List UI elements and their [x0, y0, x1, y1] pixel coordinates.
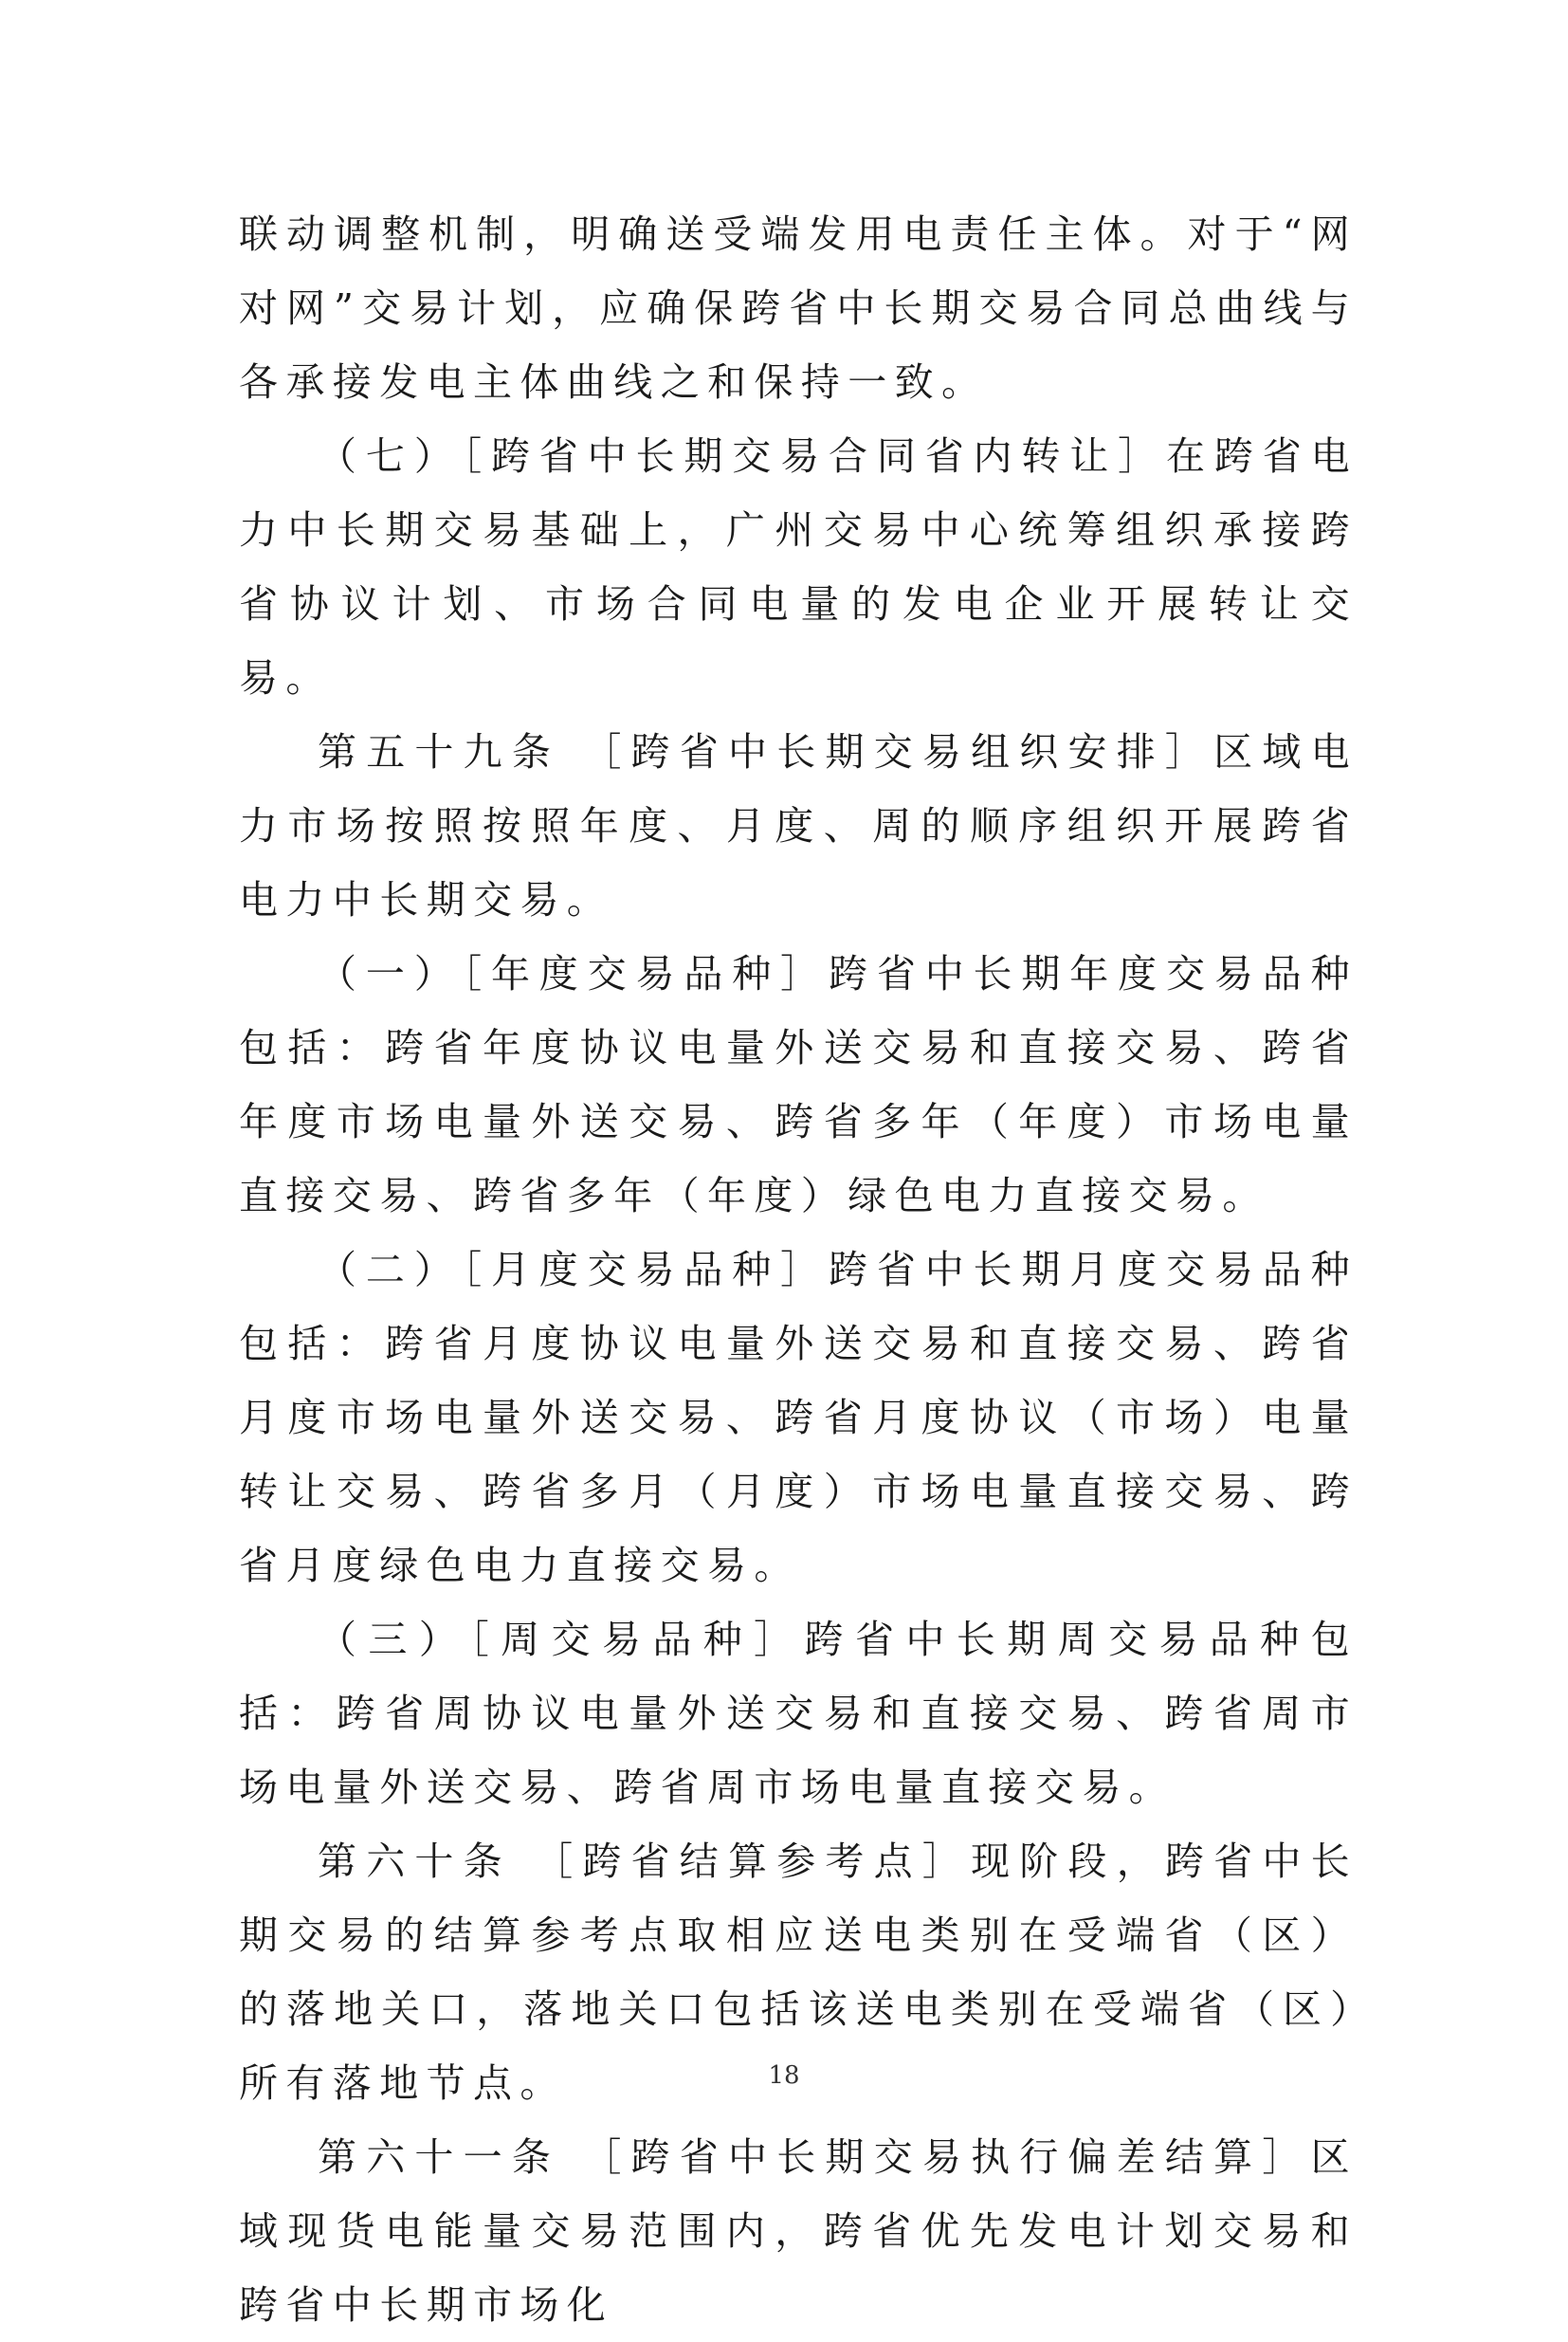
paragraph-3: 第五十九条 ［跨省中长期交易组织安排］区域电力市场按照按照年度、月度、周的顺序组织开展跨省电力中长期交易。	[239, 729, 1358, 923]
document-body	[239, 197, 1358, 2342]
paragraph-5: （二）［月度交易品种］跨省中长期月度交易品种包括：跨省月度协议电量外送交易和直接交易、跨省月度市场电量外送交易、跨省月度协议（市场）电量转让交易、跨省多月（月度）市场电量直接交易、跨省月度绿色电力直接交易。	[239, 1247, 1358, 1588]
paragraph-8: 第六十一条 ［跨省中长期交易执行偏差结算］区域现货电能量交易范围内，跨省优先发电计划交易和跨省中长期市场化	[239, 2134, 1358, 2328]
page-number: 18	[768, 2061, 800, 2090]
paragraph-2: （七）［跨省中长期交易合同省内转让］在跨省电力中长期交易基础上，广州交易中心统筹组织承接跨省协议计划、市场合同电量的发电企业开展转让交易。	[239, 433, 1358, 701]
paragraph-7: 第六十条 ［跨省结算参考点］现阶段，跨省中长期交易的结算参考点取相应送电类别在受端省（区）的落地关口，落地关口包括该送电类别在受端省（区）所有落地节点。	[239, 1839, 1358, 2106]
paragraph-4: （一）［年度交易品种］跨省中长期年度交易品种包括：跨省年度协议电量外送交易和直接交易、跨省年度市场电量外送交易、跨省多年（年度）市场电量直接交易、跨省多年（年度）绿色电力直接交易。	[239, 951, 1358, 1218]
paragraph-6: （三）［周交易品种］跨省中长期周交易品种包括：跨省周协议电量外送交易和直接交易、跨省周市场电量外送交易、跨省周市场电量直接交易。	[239, 1617, 1358, 1810]
paragraph-1: 联动调整机制，明确送受端发用电责任主体。对于“网对网”交易计划，应确保跨省中长期交易合同总曲线与各承接发电主体曲线之和保持一致。	[239, 211, 1358, 405]
